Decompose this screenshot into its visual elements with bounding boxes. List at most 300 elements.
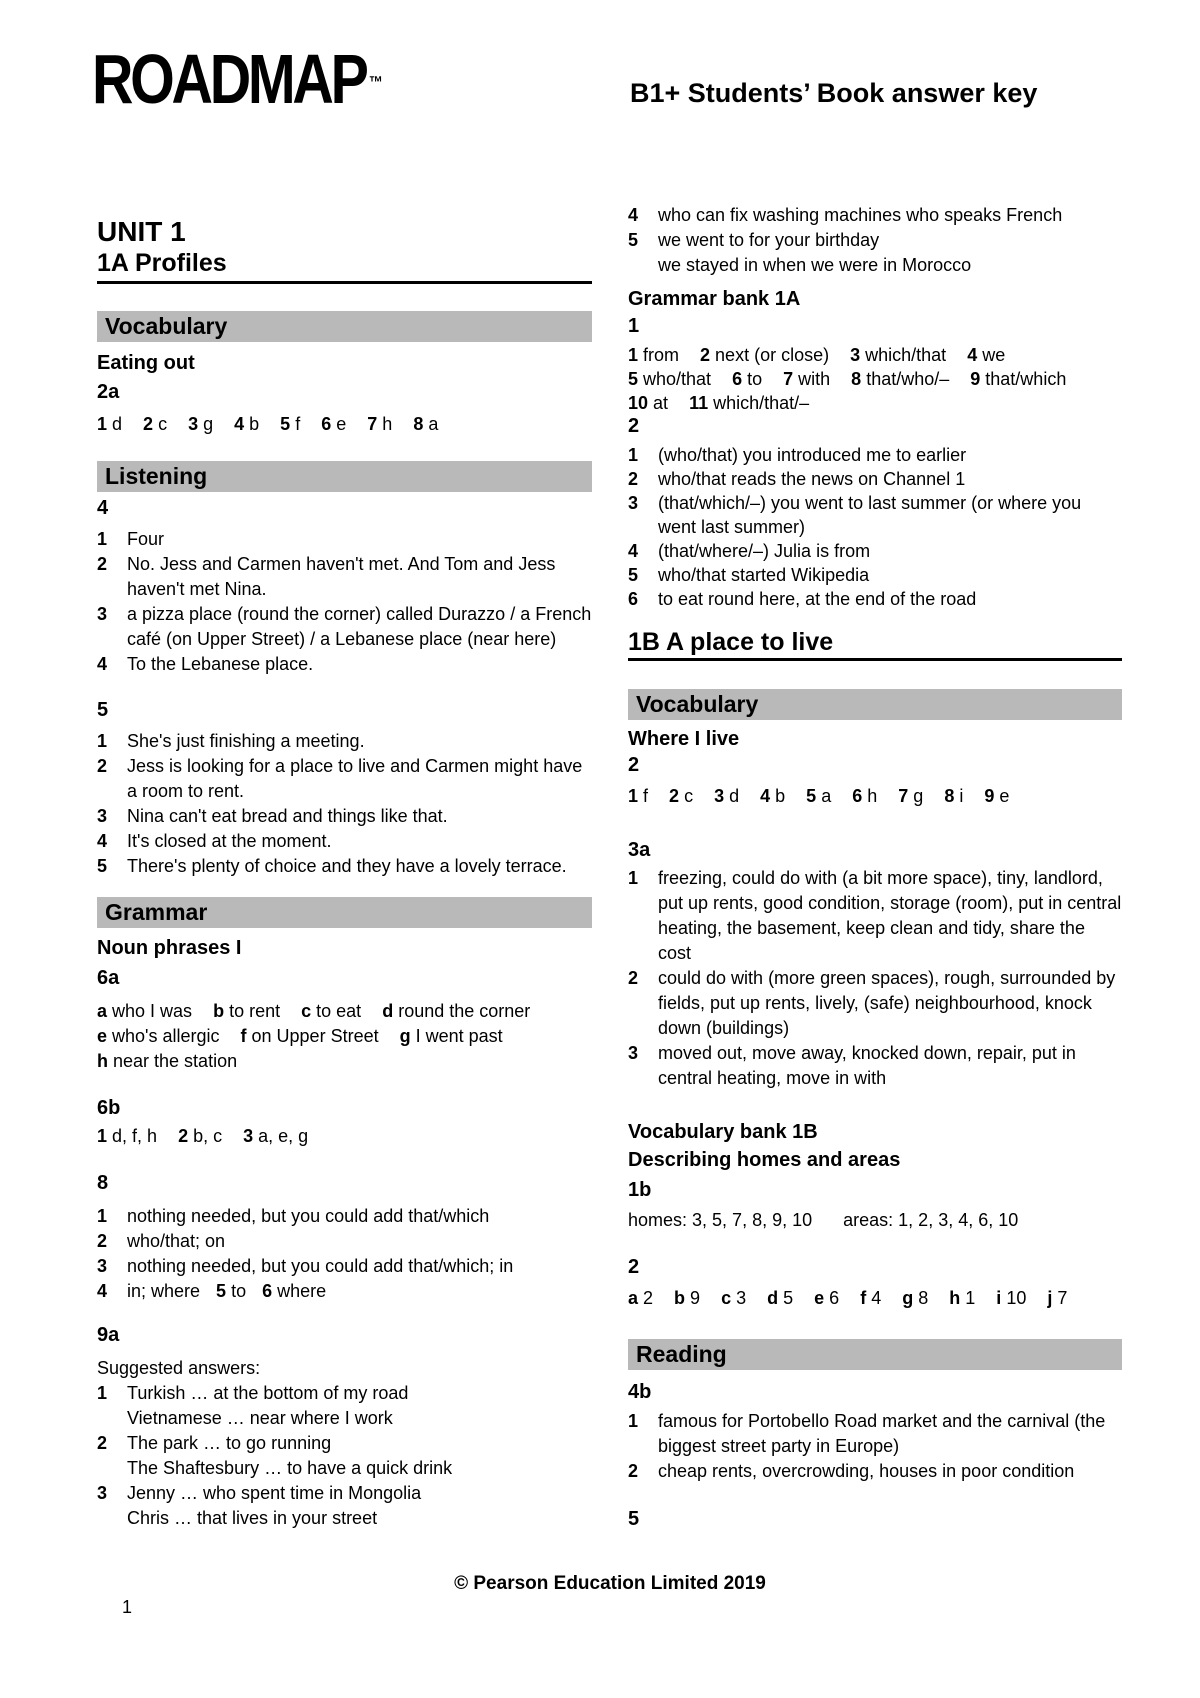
answer-letter: h (382, 414, 393, 434)
page-title: B1+ Students’ Book answer key (630, 78, 1038, 108)
item-number: 1 (97, 1206, 108, 1226)
answer-pair (97, 1001, 192, 1021)
item-number: 3 (97, 604, 108, 624)
item-number: 2 (97, 1433, 108, 1453)
answer-item (97, 804, 592, 829)
item-number: 2 (628, 1461, 639, 1481)
answer-line: Jenny … who spent time in Mongolia (127, 1483, 422, 1503)
exercise-2-label: 2 (628, 754, 640, 776)
reading-section-banner: Reading (628, 1339, 1122, 1370)
answer-number: 3 (243, 1126, 254, 1146)
answer-number: 8 (413, 414, 424, 434)
answer-letter: f (295, 414, 301, 434)
answer-number: 2 (700, 345, 711, 365)
answer-text: I went past (415, 1026, 503, 1046)
answer-item (97, 1381, 592, 1431)
item-number: 1 (628, 445, 639, 465)
item-text: (that/where/–) Julia is from (658, 541, 871, 561)
right-column (628, 203, 1122, 1530)
where-i-live-heading: Where I live (628, 728, 740, 750)
answer-pair (851, 369, 949, 389)
item-text: It's closed at the moment. (127, 831, 332, 851)
exercise-8-label: 8 (97, 1172, 109, 1194)
item-number: 2 (628, 968, 639, 988)
exercise-2-vocab-bank-label: 2 (628, 1256, 640, 1278)
grammar-bank-exercise-1-answers (628, 343, 1122, 415)
answer-letter: c (301, 1001, 312, 1021)
answer-number: 5 (216, 1281, 227, 1301)
answer-letter: c (684, 786, 694, 806)
exercise-9a-answers (97, 1381, 592, 1531)
copyright-notice: © Pearson Education Limited 2019 (454, 1573, 766, 1594)
item-text: To the Lebanese place. (127, 654, 314, 674)
answer-item (97, 1229, 592, 1254)
answer-letter: f (860, 1288, 867, 1308)
answer-letter: d (767, 1288, 779, 1308)
answer-text: next (or close) (715, 345, 830, 365)
answer-line: Turkish … at the bottom of my road (127, 1383, 409, 1403)
item-text: No. Jess and Carmen haven't met. And Tom and Jess haven't met Nina. (127, 554, 556, 599)
exercise-9a-label: 9a (97, 1324, 120, 1346)
answer-pair (262, 1281, 326, 1301)
item-text: moved out, move away, knocked down, repair, put in central heating, move in with (658, 1043, 1076, 1088)
answer-item (97, 754, 592, 804)
answer-line (97, 1049, 592, 1074)
answer-text: with (798, 369, 831, 389)
answer-item (628, 1409, 1122, 1459)
item-number: 5 (628, 230, 639, 250)
item-number: 2 (97, 756, 108, 776)
exercise-2-vocab-bank-answers (628, 1286, 1122, 1311)
answer-letter: a (428, 414, 439, 434)
answer-number: 2 (669, 786, 680, 806)
exercise-4-answers (97, 527, 592, 677)
answer-pair (689, 393, 809, 413)
exercise-3a-label: 3a (628, 839, 651, 861)
answer-pair (760, 786, 785, 806)
homes-group (628, 1210, 812, 1230)
item-text: Nina can't eat bread and things like that. (127, 806, 448, 826)
answer-number: 4 (871, 1288, 882, 1308)
item-number: 5 (628, 565, 639, 585)
item-text: to eat round here, at the end of the road (658, 589, 977, 609)
item-text: freezing, could do with (a bit more space), tiny, landlord, put up rents, good condition, storage (room), put in central heating, the basement, keep clean and tidy, share the cost (658, 868, 1122, 963)
homes-values: 3, 5, 7, 8, 9, 10 (692, 1210, 813, 1230)
exercise-2a-answers (97, 412, 592, 437)
listening-section-banner: Listening (97, 461, 592, 492)
answer-text: to eat (316, 1001, 362, 1021)
answer-number: 4 (967, 345, 978, 365)
exercise-4b-answers (628, 1409, 1122, 1484)
grammar-bank-exercise-2-label: 2 (628, 415, 640, 437)
item-text: who/that started Wikipedia (658, 565, 870, 585)
item-number: 1 (97, 529, 108, 549)
answer-pair (216, 1281, 246, 1301)
answer-letter: g (913, 786, 924, 806)
item-number: 3 (97, 1483, 108, 1503)
item-number: 2 (628, 469, 639, 489)
lesson-1b-heading: 1B A place to live (628, 628, 1122, 661)
item-text: (who/that) you introduced me to earlier (658, 445, 967, 465)
answer-letter: c (721, 1288, 732, 1308)
trademark-symbol: ™ (368, 73, 383, 92)
answer-line (97, 1024, 592, 1049)
answer-number: 6 (852, 786, 863, 806)
areas-values: 1, 2, 3, 4, 6, 10 (898, 1210, 1019, 1230)
answer-letter: i (959, 786, 964, 806)
answer-item (628, 1041, 1122, 1091)
answer-pair (850, 345, 946, 365)
item-text: Jess is looking for a place to live and Carmen might have a room to rent. (127, 756, 583, 801)
exercise-4-label: 4 (97, 497, 109, 519)
answer-pair (280, 414, 300, 434)
answer-number: 6 (262, 1281, 273, 1301)
answer-pair (944, 786, 963, 806)
answer-line: we went to for your birthday (658, 230, 880, 250)
answer-item (628, 966, 1122, 1041)
answer-item (97, 1204, 592, 1229)
answer-line: Chris … that lives in your street (127, 1508, 378, 1528)
answer-text: to (231, 1281, 247, 1301)
answer-text: where (277, 1281, 327, 1301)
areas-group (843, 1210, 1018, 1230)
answer-pair (213, 1001, 280, 1021)
noun-phrases-heading: Noun phrases I (97, 937, 242, 959)
answer-letter: h (949, 1288, 961, 1308)
answer-number: 1 (628, 345, 639, 365)
answer-item (97, 729, 592, 754)
answer-number: 11 (689, 393, 709, 413)
item-text: a pizza place (round the corner) called Durazzo / a French café (on Upper Street) / a Lebanese place (near here) (127, 604, 592, 649)
answer-pair (984, 786, 1009, 806)
logo-text: ROADMAP (92, 40, 366, 118)
answer-pair (721, 1288, 746, 1308)
answer-item (628, 1459, 1122, 1484)
answer-text: who's allergic (112, 1026, 220, 1046)
answer-number: 3 (736, 1288, 747, 1308)
answer-pair (860, 1288, 881, 1308)
answer-pair (767, 1288, 793, 1308)
answer-number: 5 (280, 414, 291, 434)
answer-pair (628, 1288, 653, 1308)
describing-homes-heading: Describing homes and areas (628, 1149, 901, 1171)
answer-text: from (643, 345, 680, 365)
answer-letters: b, c (193, 1126, 223, 1146)
answer-item (628, 491, 1122, 539)
answer-number: 3 (714, 786, 725, 806)
suggested-answers-note: Suggested answers: (97, 1358, 261, 1378)
answer-number: 1 (97, 414, 108, 434)
answer-letter: h (97, 1051, 108, 1071)
answer-pair (902, 1288, 928, 1308)
answer-pair (898, 786, 923, 806)
answer-letter: c (158, 414, 168, 434)
answer-pair (143, 414, 167, 434)
answer-pair (400, 1026, 503, 1046)
answer-letter: g (203, 414, 214, 434)
answer-letter: a (628, 1288, 639, 1308)
answer-pair (1047, 1288, 1067, 1308)
answer-text: who/that (643, 369, 712, 389)
item-number: 4 (628, 205, 639, 225)
item-text (127, 1431, 592, 1481)
left-column (97, 215, 592, 1531)
answer-text: at (653, 393, 669, 413)
answer-number: 10 (1006, 1288, 1027, 1308)
item-number: 3 (97, 806, 108, 826)
item-text (658, 228, 1122, 278)
item-number: 4 (628, 541, 639, 561)
answer-letters: a, e, g (258, 1126, 309, 1146)
exercise-6b-answers (97, 1124, 592, 1149)
answer-item (97, 552, 592, 602)
answer-letter: d (112, 414, 123, 434)
answer-pair (852, 786, 877, 806)
exercise-6a-answers (97, 999, 592, 1074)
answer-letter: h (867, 786, 878, 806)
grammar-bank-exercise-1-label: 1 (628, 315, 640, 337)
answer-text: in; where (127, 1281, 201, 1301)
answer-number: 7 (1057, 1288, 1068, 1308)
answer-item (97, 1481, 592, 1531)
answer-item (97, 602, 592, 652)
answer-number: 10 (628, 393, 649, 413)
item-number: 3 (628, 1043, 639, 1063)
exercise-3a-answers (628, 866, 1122, 1091)
item-text: (that/which/–) you went to last summer (or where you went last summer) (658, 493, 1082, 537)
answer-pair (367, 414, 392, 434)
item-number: 1 (628, 868, 639, 888)
answer-pair (628, 345, 679, 365)
answer-letter: a (97, 1001, 108, 1021)
answer-item (97, 829, 592, 854)
answer-pair (243, 1126, 308, 1146)
answer-number: 7 (898, 786, 909, 806)
answer-pair (967, 345, 1005, 365)
item-text: who/that reads the news on Channel 1 (658, 469, 966, 489)
item-text: nothing needed, but you could add that/which; in (127, 1256, 514, 1276)
unit-heading: UNIT 1 (97, 216, 186, 247)
exercise-2a-label: 2a (97, 381, 120, 403)
answer-item (628, 228, 1122, 278)
exercise-1b-label: 1b (628, 1179, 652, 1201)
answer-number: 5 (806, 786, 817, 806)
answer-pair (241, 1026, 379, 1046)
item-text (127, 1381, 592, 1431)
answer-item (628, 203, 1122, 228)
answer-pair (382, 1001, 530, 1021)
answer-letter: b (213, 1001, 225, 1021)
answer-number: 3 (188, 414, 199, 434)
answer-text: which/that (865, 345, 947, 365)
answer-line: The park … to go running (127, 1433, 332, 1453)
answer-number: 2 (643, 1288, 654, 1308)
answer-pair (188, 414, 213, 434)
answer-letter: b (674, 1288, 686, 1308)
item-number: 4 (97, 831, 108, 851)
answer-letter: e (999, 786, 1010, 806)
answer-item (628, 539, 1122, 563)
answer-text: we (982, 345, 1006, 365)
answer-number: 2 (143, 414, 154, 434)
answer-line (628, 391, 1122, 415)
answer-pair (97, 1026, 220, 1046)
answer-line (628, 343, 1122, 367)
exercise-4b-label: 4b (628, 1381, 652, 1403)
item-number: 3 (97, 1256, 108, 1276)
exercise-5-label: 5 (97, 699, 109, 721)
answer-pair (996, 1288, 1026, 1308)
answer-pair (732, 369, 762, 389)
item-number: 2 (97, 1231, 108, 1251)
answer-pair (97, 414, 122, 434)
answer-letter: e (336, 414, 347, 434)
answer-pair (301, 1001, 361, 1021)
answer-number: 7 (783, 369, 794, 389)
exercise-6a-label: 6a (97, 967, 120, 989)
answer-item (628, 866, 1122, 966)
answer-line: The Shaftesbury … to have a quick drink (127, 1458, 453, 1478)
answer-item (97, 854, 592, 879)
vocabulary-section-banner: Vocabulary (628, 689, 1122, 720)
item-text: She's just finishing a meeting. (127, 731, 365, 751)
answer-pair (628, 369, 711, 389)
answer-item (97, 1254, 592, 1279)
vocabulary-bank-1b-heading: Vocabulary bank 1B (628, 1121, 818, 1143)
exercise-2-answers (628, 784, 1122, 809)
answer-text: to (747, 369, 763, 389)
answer-pair (669, 786, 693, 806)
answer-text: that/who/– (866, 369, 950, 389)
answer-pair (413, 414, 438, 434)
answer-letter: g (399, 1026, 411, 1046)
answer-number: 2 (178, 1126, 189, 1146)
grammar-section-banner: Grammar (97, 897, 592, 928)
item-text: nothing needed, but you could add that/which (127, 1206, 490, 1226)
answer-pair (674, 1288, 700, 1308)
answer-pair (700, 345, 829, 365)
answer-letter: j (1047, 1288, 1053, 1308)
item-text: cheap rents, overcrowding, houses in poor condition (658, 1461, 1075, 1481)
item-text (658, 203, 1122, 228)
answer-item (97, 652, 592, 677)
item-number: 4 (97, 1281, 108, 1301)
answer-number: 1 (965, 1288, 976, 1308)
answer-pair (783, 369, 830, 389)
answer-number: 8 (851, 369, 862, 389)
answer-pair (949, 1288, 975, 1308)
item-number: 4 (97, 654, 108, 674)
answer-number: 1 (628, 786, 639, 806)
answer-number: 9 (690, 1288, 701, 1308)
answer-number: 8 (944, 786, 955, 806)
answer-number: 5 (783, 1288, 794, 1308)
answer-text: who I was (112, 1001, 193, 1021)
answer-number: 5 (628, 369, 639, 389)
answer-letter: b (249, 414, 260, 434)
answer-number: 7 (367, 414, 378, 434)
grammar-bank-exercise-2-answers (628, 443, 1122, 611)
item-number: 3 (628, 493, 639, 513)
answer-text: which/that/– (713, 393, 810, 413)
answer-pair (97, 1126, 157, 1146)
answer-number: 6 (829, 1288, 840, 1308)
item-text (127, 1481, 592, 1531)
answer-letters: d, f, h (112, 1126, 158, 1146)
answer-pair (97, 1051, 237, 1071)
item-number: 2 (97, 554, 108, 574)
item-number: 6 (628, 589, 639, 609)
answer-number: 8 (918, 1288, 929, 1308)
answer-item (628, 587, 1122, 611)
answer-item (628, 443, 1122, 467)
lesson-1a-heading: 1A Profiles (97, 249, 592, 284)
answer-number: 9 (984, 786, 995, 806)
vocabulary-section-banner: Vocabulary (97, 311, 592, 342)
answer-text: on Upper Street (251, 1026, 379, 1046)
item-number: 5 (97, 856, 108, 876)
answer-pair (321, 414, 346, 434)
item-number: 1 (97, 731, 108, 751)
answer-line: who can fix washing machines who speaks French (658, 205, 1063, 225)
answer-pair (806, 786, 831, 806)
item-text: could do with (more green spaces), rough, surrounded by fields, put up rents, lively, (safe) neighbourhood, knock down (buildings) (658, 968, 1116, 1038)
item-number: 1 (628, 1411, 639, 1431)
answer-letter: g (902, 1288, 914, 1308)
answer-letter: d (729, 786, 740, 806)
answer-number: 1 (97, 1126, 108, 1146)
answer-number: 6 (732, 369, 743, 389)
areas-label: areas: (843, 1210, 894, 1230)
answer-line (628, 367, 1122, 391)
answer-text: that/which (985, 369, 1067, 389)
roadmap-logo (92, 40, 383, 118)
answer-number: 9 (970, 369, 981, 389)
item-text: famous for Portobello Road market and the carnival (the biggest street party in Europe) (658, 1411, 1106, 1456)
answer-letter: b (775, 786, 786, 806)
answer-item (97, 1431, 592, 1481)
answer-item (97, 527, 592, 552)
answer-number: 3 (850, 345, 861, 365)
answer-letter: e (97, 1026, 108, 1046)
answer-letter: d (382, 1001, 394, 1021)
exercise-5-answers (97, 729, 592, 879)
answer-letter: a (821, 786, 832, 806)
answer-item (628, 563, 1122, 587)
item-text (127, 1279, 592, 1304)
exercise-5-label: 5 (628, 1508, 640, 1530)
answer-number: 6 (321, 414, 332, 434)
answer-pair (628, 393, 668, 413)
grammar-bank-1a-heading: Grammar bank 1A (628, 288, 801, 310)
answer-pair (814, 1288, 839, 1308)
answer-number: 4 (234, 414, 245, 434)
page-number: 1 (122, 1597, 133, 1617)
answer-text: to rent (229, 1001, 281, 1021)
answer-text: round the corner (398, 1001, 531, 1021)
answer-letter: e (814, 1288, 825, 1308)
exercise-8-answers (97, 1204, 592, 1304)
answer-pair (234, 414, 259, 434)
answer-letter: i (996, 1288, 1002, 1308)
answer-line (97, 999, 592, 1024)
exercise-9a-answers-continued (628, 203, 1122, 278)
exercise-1b-answers (628, 1208, 1122, 1233)
item-number: 1 (97, 1383, 108, 1403)
answer-line: Vietnamese … near where I work (127, 1408, 393, 1428)
item-text: Four (127, 529, 165, 549)
homes-label: homes: (628, 1210, 688, 1230)
